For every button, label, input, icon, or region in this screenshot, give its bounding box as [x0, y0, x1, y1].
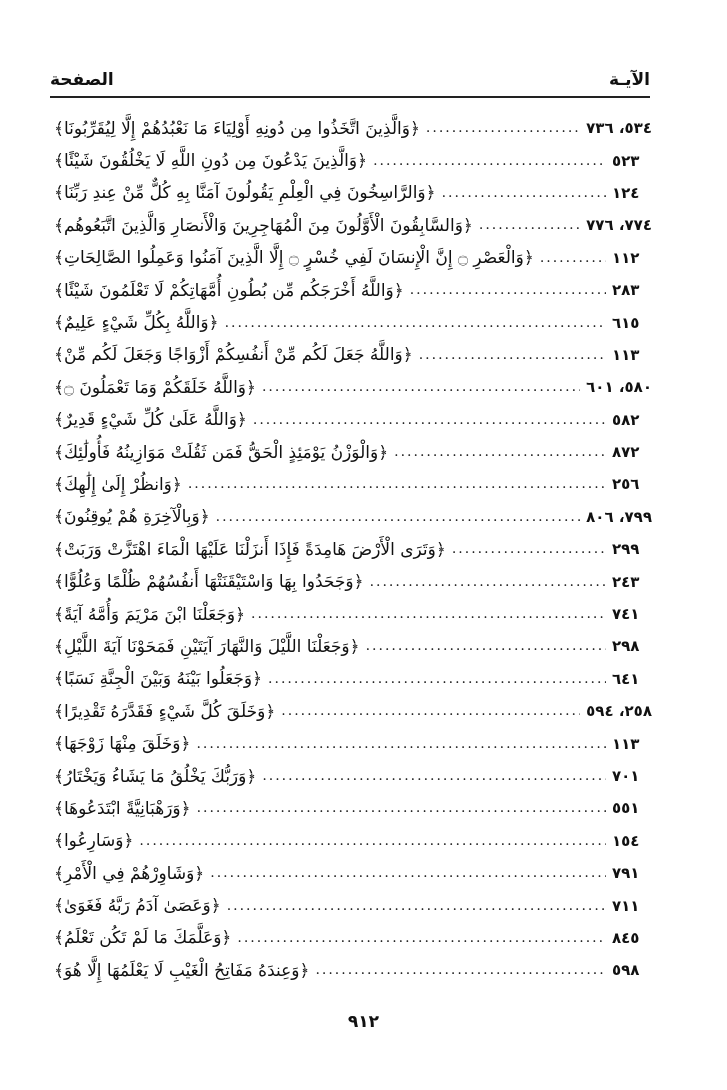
page-references: ٢٨٣ [612, 281, 640, 300]
index-row [50, 306, 652, 338]
index-row [50, 922, 652, 954]
page-references: ٧٧٤، ٧٧٦ [586, 216, 652, 235]
verse-text: ﴿وَعَصَىٰ آدَمُ رَبَّهُ فَغَوَىٰ﴾ [54, 896, 221, 917]
page-references: ٢٥٨، ٥٩٤ [586, 702, 652, 721]
page-number: ٩١٢ [347, 1012, 380, 1032]
page-references: ٥٨٠، ٦٠١ [586, 378, 652, 397]
leader-dots [262, 380, 580, 394]
page-references: ٥٨٢ [612, 410, 640, 429]
verse-text: ﴿وَالْعَصْرِ ۝ إِنَّ الْإِنسَانَ لَفِي خُسْرٍ ۝ إِلَّا الَّذِينَ آمَنُوا وَعَمِلُوا الصَّالِحَاتِ﴾ [54, 248, 534, 269]
page-references: ٨٧٢ [612, 443, 640, 462]
index-row [50, 404, 652, 436]
index-row [50, 857, 652, 889]
leader-dots [452, 542, 606, 556]
index-row [50, 371, 652, 403]
page-references: ٥٥١ [612, 799, 640, 818]
page-references: ٢٩٩ [612, 540, 640, 559]
index-row [50, 339, 652, 371]
index-row [50, 436, 652, 468]
leader-dots [225, 316, 606, 330]
index-row [50, 825, 652, 857]
page-references: ٧٠١ [612, 767, 640, 785]
page-references: ٥٩٨ [612, 961, 640, 980]
leader-dots [426, 121, 580, 135]
verse-index-list [50, 112, 652, 987]
verse-text: ﴿وَانظُرْ إِلَىٰ إِلَٰهِكَ﴾ [54, 474, 182, 495]
page-references: ٦٤١ [612, 669, 640, 688]
leader-dots [394, 445, 606, 459]
leader-dots [410, 283, 606, 297]
leader-dots [315, 963, 606, 977]
page-references: ٦١٥ [612, 313, 640, 332]
leader-dots [442, 186, 606, 200]
page-references: ٢٤٣ [612, 572, 640, 591]
page-references: ٢٥٦ [612, 475, 640, 494]
index-row [50, 177, 652, 209]
verse-column-heading: الآيـة [609, 70, 650, 90]
page-references: ٧٩٩، ٨٠٦ [586, 507, 652, 526]
leader-dots [366, 639, 606, 653]
page-column-heading: الصفحة [50, 70, 114, 90]
verse-text: ﴿وَجَعَلْنَا اللَّيْلَ وَالنَّهَارَ آيَتَيْنِ فَمَحَوْنَا آيَةَ اللَّيْلِ﴾ [54, 636, 360, 657]
leader-dots [196, 737, 606, 751]
verse-text: ﴿وَخَلَقَ كُلَّ شَيْءٍ فَقَدَّرَهُ تَقْدِيرًا﴾ [54, 701, 276, 722]
verse-text: ﴿وَعَلَّمَكَ مَا لَمْ تَكُن تَعْلَمُ﴾ [54, 928, 232, 949]
leader-dots [540, 251, 606, 265]
index-row [50, 760, 652, 792]
page-references: ١١٣ [612, 734, 640, 753]
leader-dots [281, 704, 580, 718]
index-row [50, 792, 652, 824]
index-row [50, 112, 652, 144]
index-row [50, 274, 652, 306]
index-row [50, 533, 652, 565]
index-row [50, 242, 652, 274]
verse-text: ﴿وَجَعَلُوا بَيْنَهُ وَبَيْنَ الْجِنَّةِ نَسَبًا﴾ [54, 669, 263, 690]
leader-dots [227, 899, 606, 913]
verse-text: ﴿وَالْوَزْنُ يَوْمَئِذٍ الْحَقُّ فَمَن ثَقُلَتْ مَوَازِينُهُ فَأُولَٰئِكَ﴾ [54, 442, 389, 463]
verse-text: ﴿وَسَارِعُوا﴾ [54, 831, 134, 852]
verse-text: ﴿وَتَرَى الْأَرْضَ هَامِدَةً فَإِذَا أَنزَلْنَا عَلَيْهَا الْمَاءَ اهْتَزَّتْ وَرَبَتْ﴾ [54, 539, 446, 560]
page-references: ٧١١ [612, 896, 640, 915]
page-references: ٨٤٥ [612, 928, 640, 947]
index-row [50, 501, 652, 533]
verse-text: ﴿وَاللَّهُ أَخْرَجَكُم مِّن بُطُونِ أُمَّهَاتِكُمْ لَا تَعْلَمُونَ شَيْئًا﴾ [54, 280, 404, 301]
page-references: ١١٣ [612, 345, 640, 364]
page-references: ٥٢٣ [612, 151, 640, 170]
leader-dots [373, 154, 606, 168]
index-row [50, 663, 652, 695]
leader-dots [268, 672, 606, 686]
leader-dots [139, 834, 606, 848]
index-row [50, 144, 652, 176]
verse-text: ﴿وَعِندَهُ مَفَاتِحُ الْغَيْبِ لَا يَعْلَمُهَا إِلَّا هُوَ﴾ [54, 960, 310, 981]
verse-text: ﴿وَبِالْآخِرَةِ هُمْ يُوقِنُونَ﴾ [54, 507, 210, 528]
index-row [50, 954, 652, 986]
table-header [50, 70, 650, 98]
index-row [50, 630, 652, 662]
page-references: ٧٩١ [612, 864, 640, 883]
page-references: ١٢٤ [612, 183, 640, 202]
page-references: ٢٩٨ [612, 637, 640, 656]
verse-text: ﴿وَاللَّهُ خَلَقَكُمْ وَمَا تَعْمَلُونَ ۝﴾ [54, 377, 256, 398]
index-row [50, 565, 652, 597]
leader-dots [479, 218, 580, 232]
verse-text: ﴿وَالَّذِينَ اتَّخَذُوا مِن دُونِهِ أَوْلِيَاءَ مَا نَعْبُدُهُمْ إِلَّا لِيُقَرِّبُونَا﴾ [54, 118, 420, 139]
verse-text: ﴿وَاللَّهُ عَلَىٰ كُلِّ شَيْءٍ قَدِيرٌ﴾ [54, 410, 247, 431]
index-row [50, 695, 652, 727]
page-references: ٥٣٤، ٧٣٦ [586, 119, 652, 138]
leader-dots [370, 575, 606, 589]
leader-dots [262, 769, 606, 783]
verse-text: ﴿وَالَّذِينَ يَدْعُونَ مِن دُونِ اللَّهِ لَا يَخْلُقُونَ شَيْئًا﴾ [54, 151, 368, 172]
leader-dots [251, 607, 606, 621]
index-row [50, 468, 652, 500]
leader-dots [210, 866, 606, 880]
leader-dots [237, 931, 606, 945]
verse-text: ﴿وَالرَّاسِخُونَ فِي الْعِلْمِ يَقُولُونَ آمَنَّا بِهِ كُلٌّ مِّنْ عِندِ رَبِّنَا﴾ [54, 183, 436, 204]
index-row [50, 889, 652, 921]
verse-text: ﴿وَاللَّهُ بِكُلِّ شَيْءٍ عَلِيمٌ﴾ [54, 313, 219, 334]
leader-dots [419, 348, 606, 362]
verse-text: ﴿وَخَلَقَ مِنْهَا زَوْجَهَا﴾ [54, 734, 191, 755]
leader-dots [197, 801, 606, 815]
page-references: ١١٢ [612, 248, 640, 267]
leader-dots [253, 413, 606, 427]
verse-text: ﴿وَجَحَدُوا بِهَا وَاسْتَيْقَنَتْهَا أَنفُسُهُمْ ظُلْمًا وَعُلُوًّا﴾ [54, 572, 364, 593]
index-row [50, 209, 652, 241]
leader-dots [188, 477, 606, 491]
verse-text: ﴿وَرَبُّكَ يَخْلُقُ مَا يَشَاءُ وَيَخْتَارُ﴾ [54, 766, 257, 787]
verse-text: ﴿وَاللَّهُ جَعَلَ لَكُم مِّنْ أَنفُسِكُمْ أَزْوَاجًا وَجَعَلَ لَكُم مِّنْ﴾ [54, 345, 413, 366]
verse-text: ﴿وَشَاوِرْهُمْ فِي الْأَمْرِ﴾ [54, 863, 205, 884]
verse-text: ﴿وَرَهْبَانِيَّةً ابْتَدَعُوهَا﴾ [54, 798, 191, 819]
page-references: ٧٤١ [612, 605, 640, 624]
leader-dots [216, 510, 580, 524]
index-row [50, 598, 652, 630]
verse-text: ﴿وَالسَّابِقُونَ الْأَوَّلُونَ مِنَ الْمُهَاجِرِينَ وَالْأَنصَارِ وَالَّذِينَ اتَّبَعُوهُم﴾ [54, 215, 473, 236]
verse-text: ﴿وَجَعَلْنَا ابْنَ مَرْيَمَ وَأُمَّهُ آيَةً﴾ [54, 604, 246, 625]
index-row [50, 727, 652, 759]
page-references: ١٥٤ [612, 831, 640, 850]
